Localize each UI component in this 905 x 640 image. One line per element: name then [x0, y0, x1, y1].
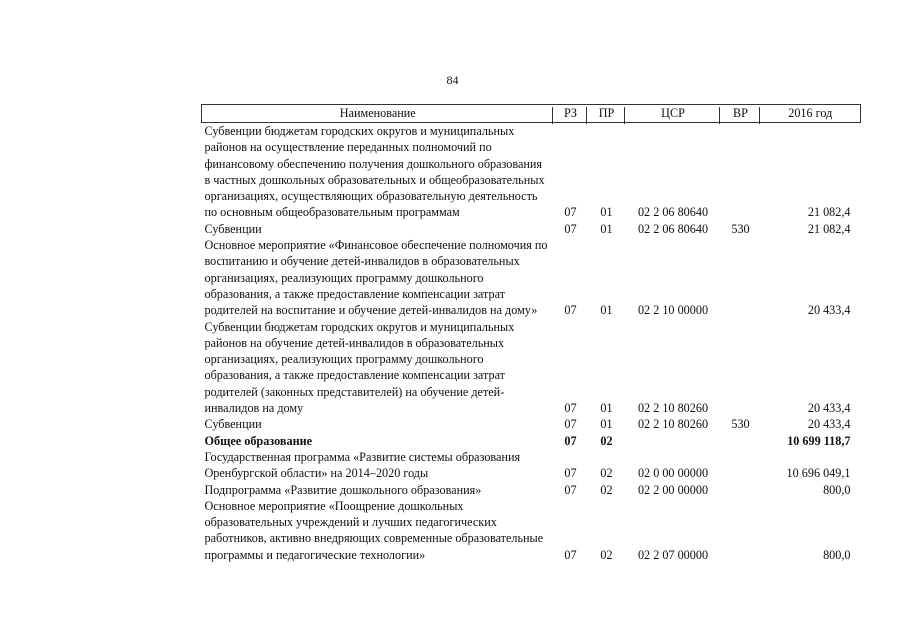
- row-rz: 07: [564, 466, 577, 481]
- table-row: [202, 416, 861, 432]
- row-year: 20 433,4: [807, 401, 851, 416]
- row-name: Субвенции бюджетам городских округов и муниципальных районов на осуществление переданных полномочий по финансовому обеспечению получения дошкольного образования в частных дошкольных образовательных и общеобразовательных организациях, осуществляющих образовательную деятельность по основным общеобразовательным программам: [204, 124, 545, 220]
- row-vr: [721, 123, 761, 221]
- row-pr: 02: [600, 433, 613, 448]
- row-csr: 02 2 10 80260: [637, 401, 709, 416]
- row-pr: 01: [600, 401, 613, 416]
- row-name: Государственная программа «Развитие системы образования Оренбургской области» на 2014–2020 годы: [204, 449, 521, 481]
- row-year: 800,0: [823, 482, 851, 497]
- row-year: 10 696 049,1: [786, 466, 851, 481]
- row-rz: 07: [564, 417, 577, 432]
- row-csr: 02 0 00 00000: [637, 466, 709, 481]
- row-pr: 01: [600, 303, 613, 318]
- header-vr: ВР: [721, 105, 761, 123]
- header-pr: ПР: [588, 105, 626, 123]
- row-vr: [721, 319, 761, 417]
- row-vr: [721, 449, 761, 482]
- row-name: Субвенции бюджетам городских округов и муниципальных районов на обучение детей-инвалидов в образовательных организациях, реализующих программу дошкольного образования, а также предоставление компенсации затрат родителей (законных представителей) на обучение детей-инвалидов на дому: [204, 319, 515, 416]
- header-rz: РЗ: [554, 105, 588, 123]
- table-row: [202, 498, 861, 563]
- row-csr: 02 2 00 00000: [637, 482, 709, 497]
- row-csr: 02 2 10 00000: [637, 303, 709, 318]
- row-name: Субвенции: [204, 417, 262, 432]
- table-row: [202, 449, 861, 482]
- row-csr: [626, 433, 721, 449]
- table-header-row: [202, 105, 861, 123]
- row-csr: 02 2 10 80260: [637, 417, 709, 432]
- row-pr: 01: [600, 221, 613, 236]
- row-name: Подпрограмма «Развитие дошкольного образования»: [204, 482, 482, 497]
- table-row: [202, 433, 861, 449]
- row-rz: 07: [564, 433, 577, 448]
- row-pr: 01: [600, 417, 613, 432]
- row-vr: 530: [731, 221, 750, 236]
- row-pr: 02: [600, 466, 613, 481]
- row-pr: 02: [600, 547, 613, 562]
- row-name: Основное мероприятие «Поощрение дошкольных образовательных учреждений и лучших педагогических работников, активно внедряющих современные образовательные программы и педагогические технологии»: [204, 498, 544, 562]
- budget-table: [201, 104, 861, 563]
- row-rz: 07: [564, 221, 577, 236]
- row-name: Субвенции: [204, 221, 262, 236]
- row-csr: 02 2 06 80640: [637, 205, 709, 220]
- row-rz: 07: [564, 482, 577, 497]
- row-year: 10 699 118,7: [787, 433, 851, 448]
- row-year: 800,0: [823, 547, 851, 562]
- row-year: 21 082,4: [807, 205, 851, 220]
- row-rz: 07: [564, 547, 577, 562]
- table-row: [202, 319, 861, 417]
- row-vr: [721, 498, 761, 563]
- row-name: Основное мероприятие «Финансовое обеспечение полномочия по воспитанию и обучение детей-инвалидов в образовательных организациях, реализующих программу дошкольного образования, а также предоставление компенсации затрат родителей на воспитание и обучение детей-инвалидов на дому»: [204, 238, 548, 318]
- row-name: Общее образование: [204, 433, 313, 448]
- table-row: [202, 482, 861, 498]
- row-rz: 07: [564, 303, 577, 318]
- row-rz: 07: [564, 401, 577, 416]
- row-year: 20 433,4: [807, 417, 851, 432]
- row-vr: [721, 433, 761, 449]
- row-rz: 07: [564, 205, 577, 220]
- table-row: [202, 123, 861, 221]
- header-name: Наименование: [202, 105, 554, 123]
- row-pr: 01: [600, 205, 613, 220]
- page-number: 84: [446, 73, 459, 87]
- header-csr: ЦСР: [626, 105, 721, 123]
- table-row: [202, 237, 861, 318]
- row-csr: 02 2 06 80640: [637, 221, 709, 236]
- row-vr: 530: [731, 417, 750, 432]
- row-pr: 02: [600, 482, 613, 497]
- row-vr: [721, 237, 761, 318]
- row-year: 21 082,4: [807, 221, 851, 236]
- header-year: 2016 год: [761, 105, 861, 123]
- table-row: [202, 221, 861, 237]
- row-csr: 02 2 07 00000: [637, 547, 709, 562]
- row-year: 20 433,4: [807, 303, 851, 318]
- row-vr: [721, 482, 761, 498]
